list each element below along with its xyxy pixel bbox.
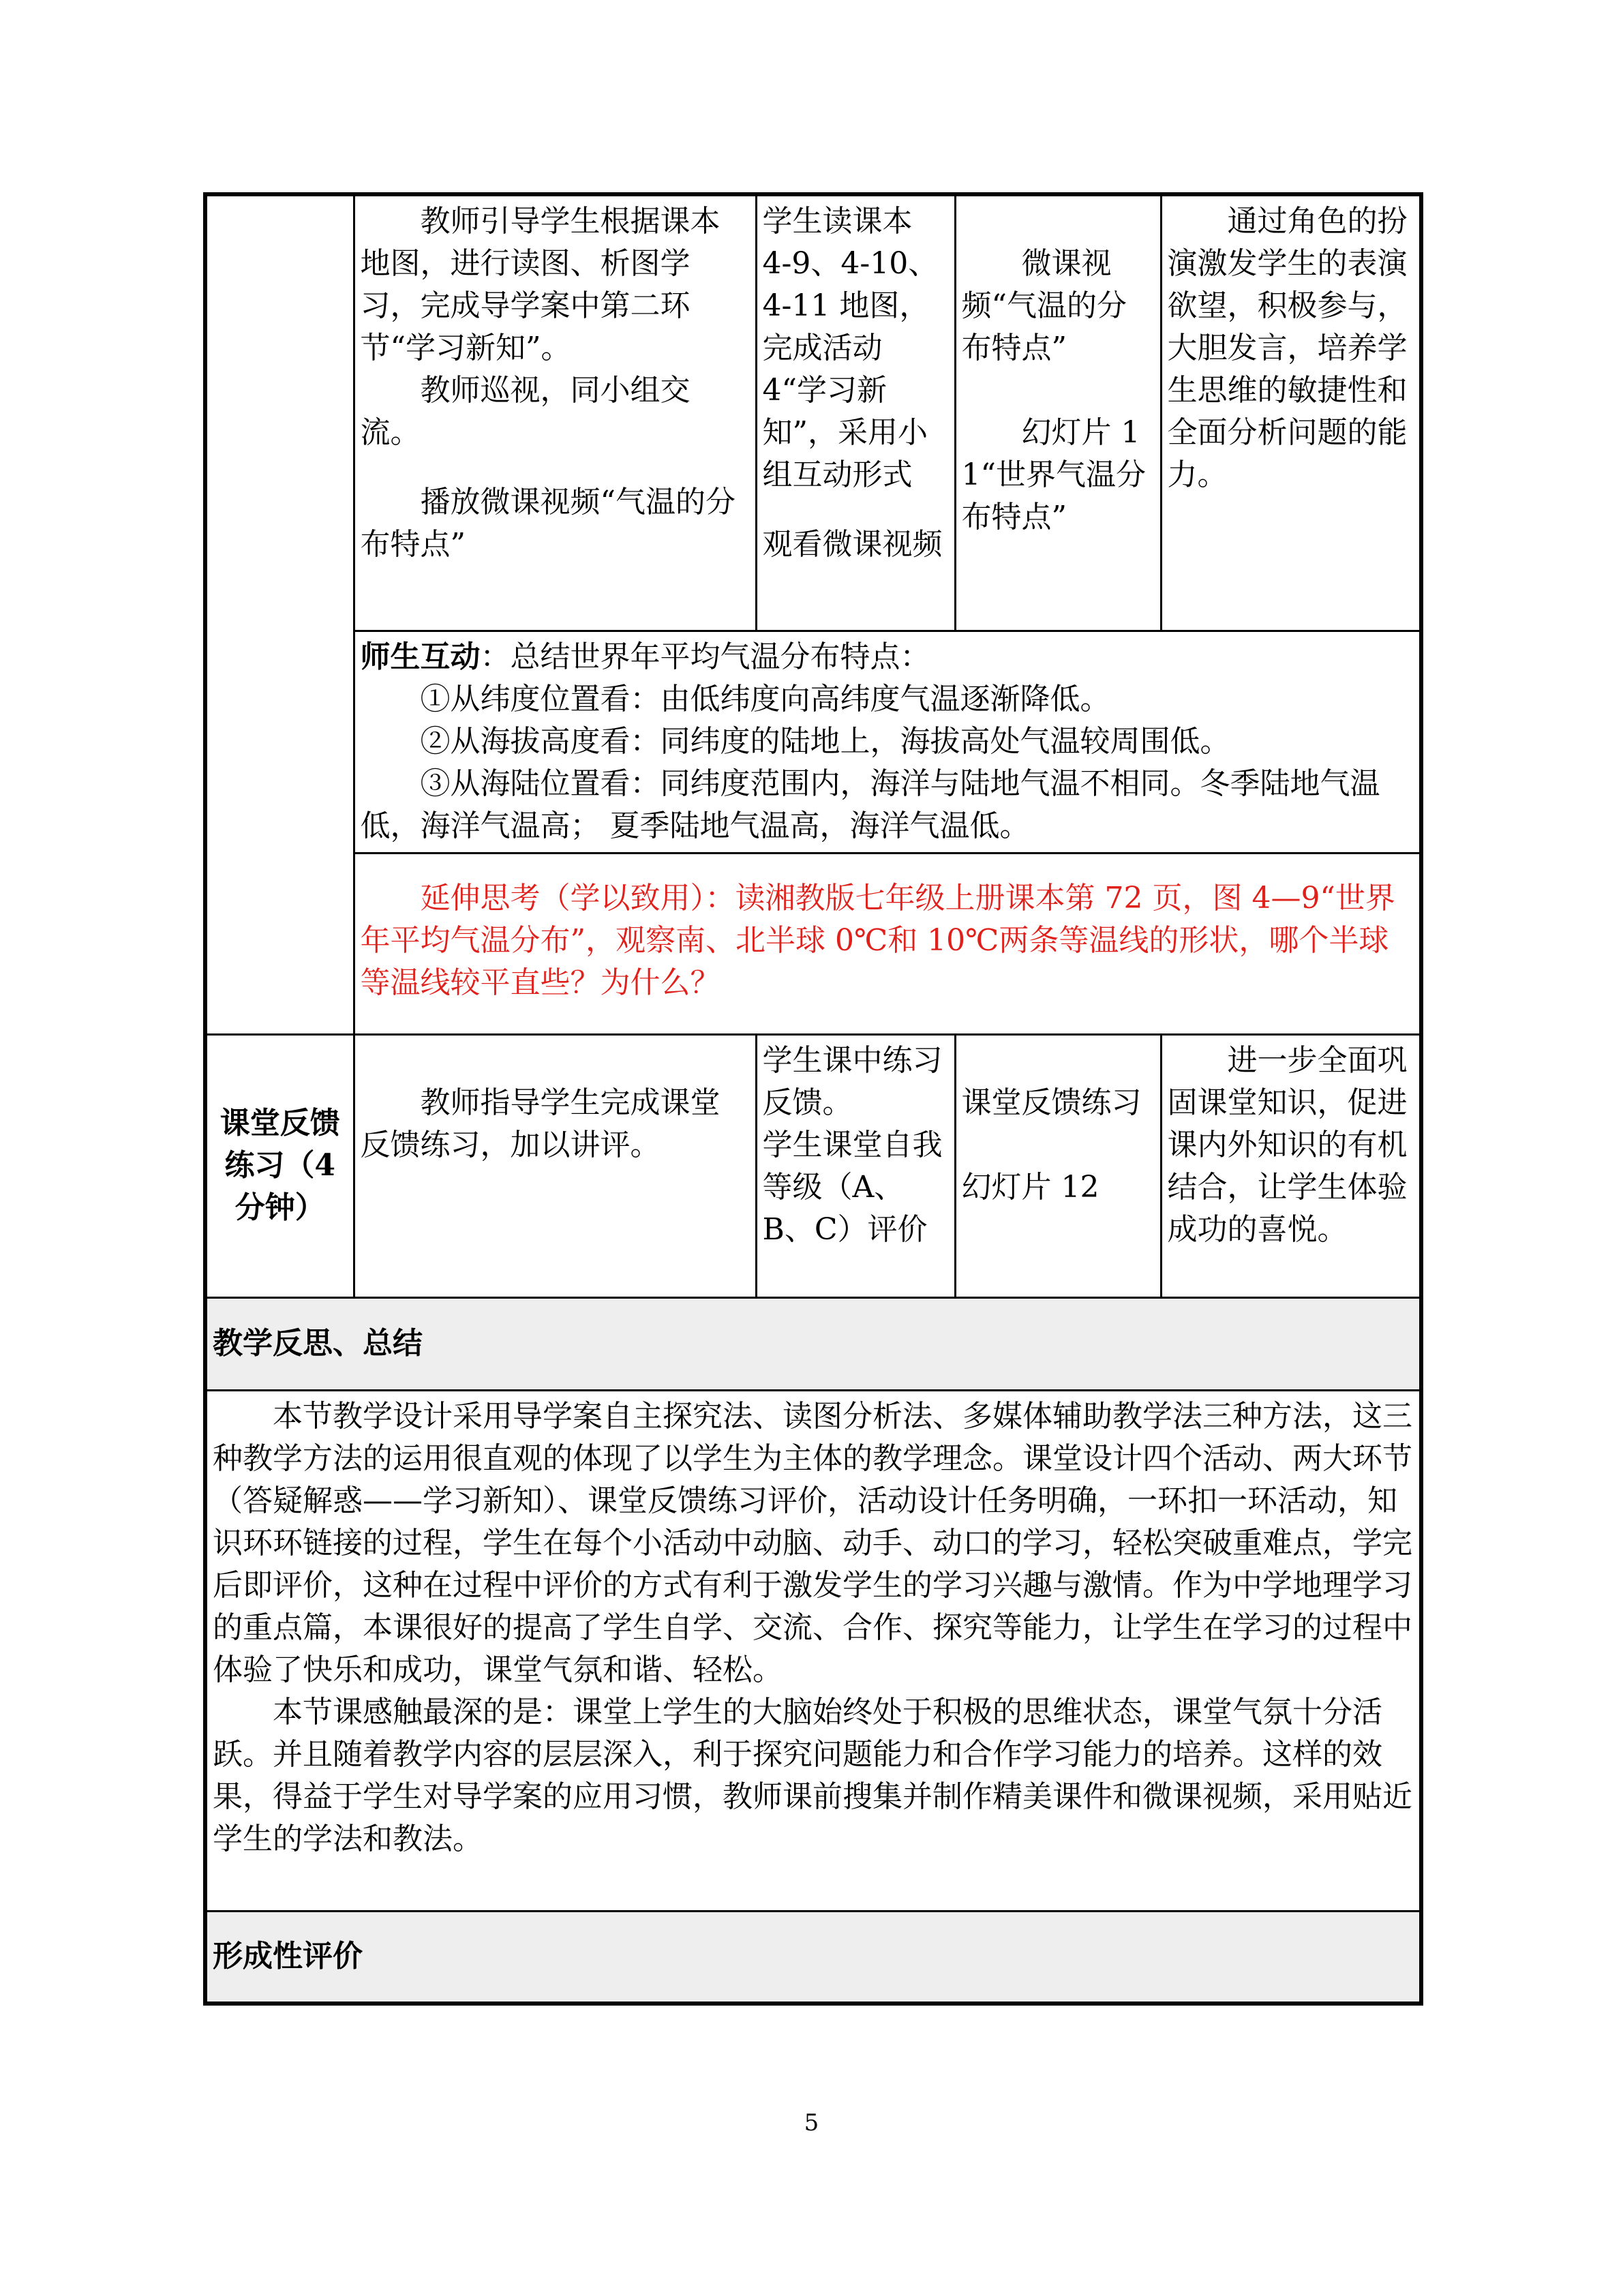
evaluation-heading: 形成性评价 <box>205 1911 1421 2004</box>
reflection-heading: 教学反思、总结 <box>205 1297 1421 1390</box>
feedback-intent-cell: 进一步全面巩固课堂知识，促进课内外知识的有机结合，让学生体验成功的喜悦。 <box>1161 1034 1421 1297</box>
reflection-paragraph: 本节教学设计采用导学案自主探究法、读图分析法、多媒体辅助教学法三种方法，这三种教学方法的运用很直观的体现了以学生为主体的教学理念。课堂设计四个活动、两大环节（答疑解惑——学习新知）、课堂反馈练习评价，活动设计任务明确，一环扣一环活动，知识环环链接的过程，学生在每个小活动中动脑、动手、动口的学习，轻松突破重难点，学完后即评价，这种在过程中评价的方式有利于激发学生的学习兴趣与激情。作为中学地理学习的重点篇，本课很好的提高了学生自学、交流、合作、探究等能力，让学生在学习的过程中体验了快乐和成功，课堂气氛和谐、轻松。 <box>213 1398 1412 1687</box>
evaluation-heading-row <box>205 1911 1421 2004</box>
lesson-plan-table <box>203 192 1423 2006</box>
reflection-paragraph: 本节课感触最深的是：课堂上学生的大脑始终处于积极的思维状态，课堂气氛十分活跃。并且随着教学内容的层层深入，利于探究问题能力和合作学习能力的培养。这样的效果，得益于学生对导学案的应用习惯，教师课前搜集并制作精美课件和微课视频，采用贴近学生的学法和教法。 <box>213 1694 1412 1856</box>
feedback-row <box>205 1034 1421 1297</box>
feedback-teacher-cell: 教师指导学生完成课堂反馈练习，加以讲评。 <box>354 1034 756 1297</box>
activity-row <box>205 194 1421 631</box>
media-cell: 微课视频“气温的分布特点” 幻灯片 11“世界气温分布特点” <box>955 194 1161 631</box>
feedback-stage-cell: 课堂反馈练习（4 分钟） <box>205 1034 354 1297</box>
page-number: 5 <box>804 2109 819 2136</box>
interaction-title: ：总结世界年平均气温分布特点： <box>480 639 930 674</box>
interaction-cell <box>354 631 1421 853</box>
teacher-activity-cell: 教师引导学生根据课本地图，进行读图、析图学习，完成导学案中第二环节“学习新知”。 教师巡视，同小组交流。 播放微课视频“气温的分布特点” <box>354 194 756 631</box>
reflection-heading-row <box>205 1297 1421 1390</box>
extension-cell <box>354 853 1421 1034</box>
feedback-student-cell: 学生课中练习反馈。 学生课堂自我等级（A、B、C）评价 <box>756 1034 955 1297</box>
interaction-point: ①从纬度位置看：由低纬度向高纬度气温逐渐降低。 <box>420 681 1110 716</box>
interaction-point: ③从海陆位置看：同纬度范围内，海洋与陆地气温不相同。冬季陆地气温低，海洋气温高； 夏季陆地气温高，海洋气温低。 <box>360 766 1380 843</box>
student-activity-cell: 学生读课本 4-9、4-10、4-11 地图，完成活动 4“学习新知”，采用小组互动形式 观看微课视频 <box>756 194 955 631</box>
interaction-point: ②从海拔高度看：同纬度的陆地上，海拔高处气温较周围低。 <box>420 723 1230 759</box>
feedback-media-cell: 课堂反馈练习 幻灯片 12 <box>955 1034 1161 1297</box>
design-intent-cell: 通过角色的扮演激发学生的表演欲望，积极参与，大胆发言，培养学生思维的敏捷性和全面分析问题的能力。 <box>1161 194 1421 631</box>
interaction-row <box>205 631 1421 853</box>
reflection-body-row <box>205 1390 1421 1911</box>
interaction-label: 师生互动 <box>360 639 481 674</box>
extension-text: 延伸思考（学以致用）：读湘教版七年级上册课本第 72 页，图 4—9“世界年平均气温分布”，观察南、北半球 0℃和 10℃两条等温线的形状，哪个半球等温线较平直些？为什么？ <box>360 880 1395 1000</box>
extension-row <box>205 853 1421 1034</box>
stage-cell-empty <box>205 194 354 1034</box>
reflection-body <box>205 1390 1421 1911</box>
